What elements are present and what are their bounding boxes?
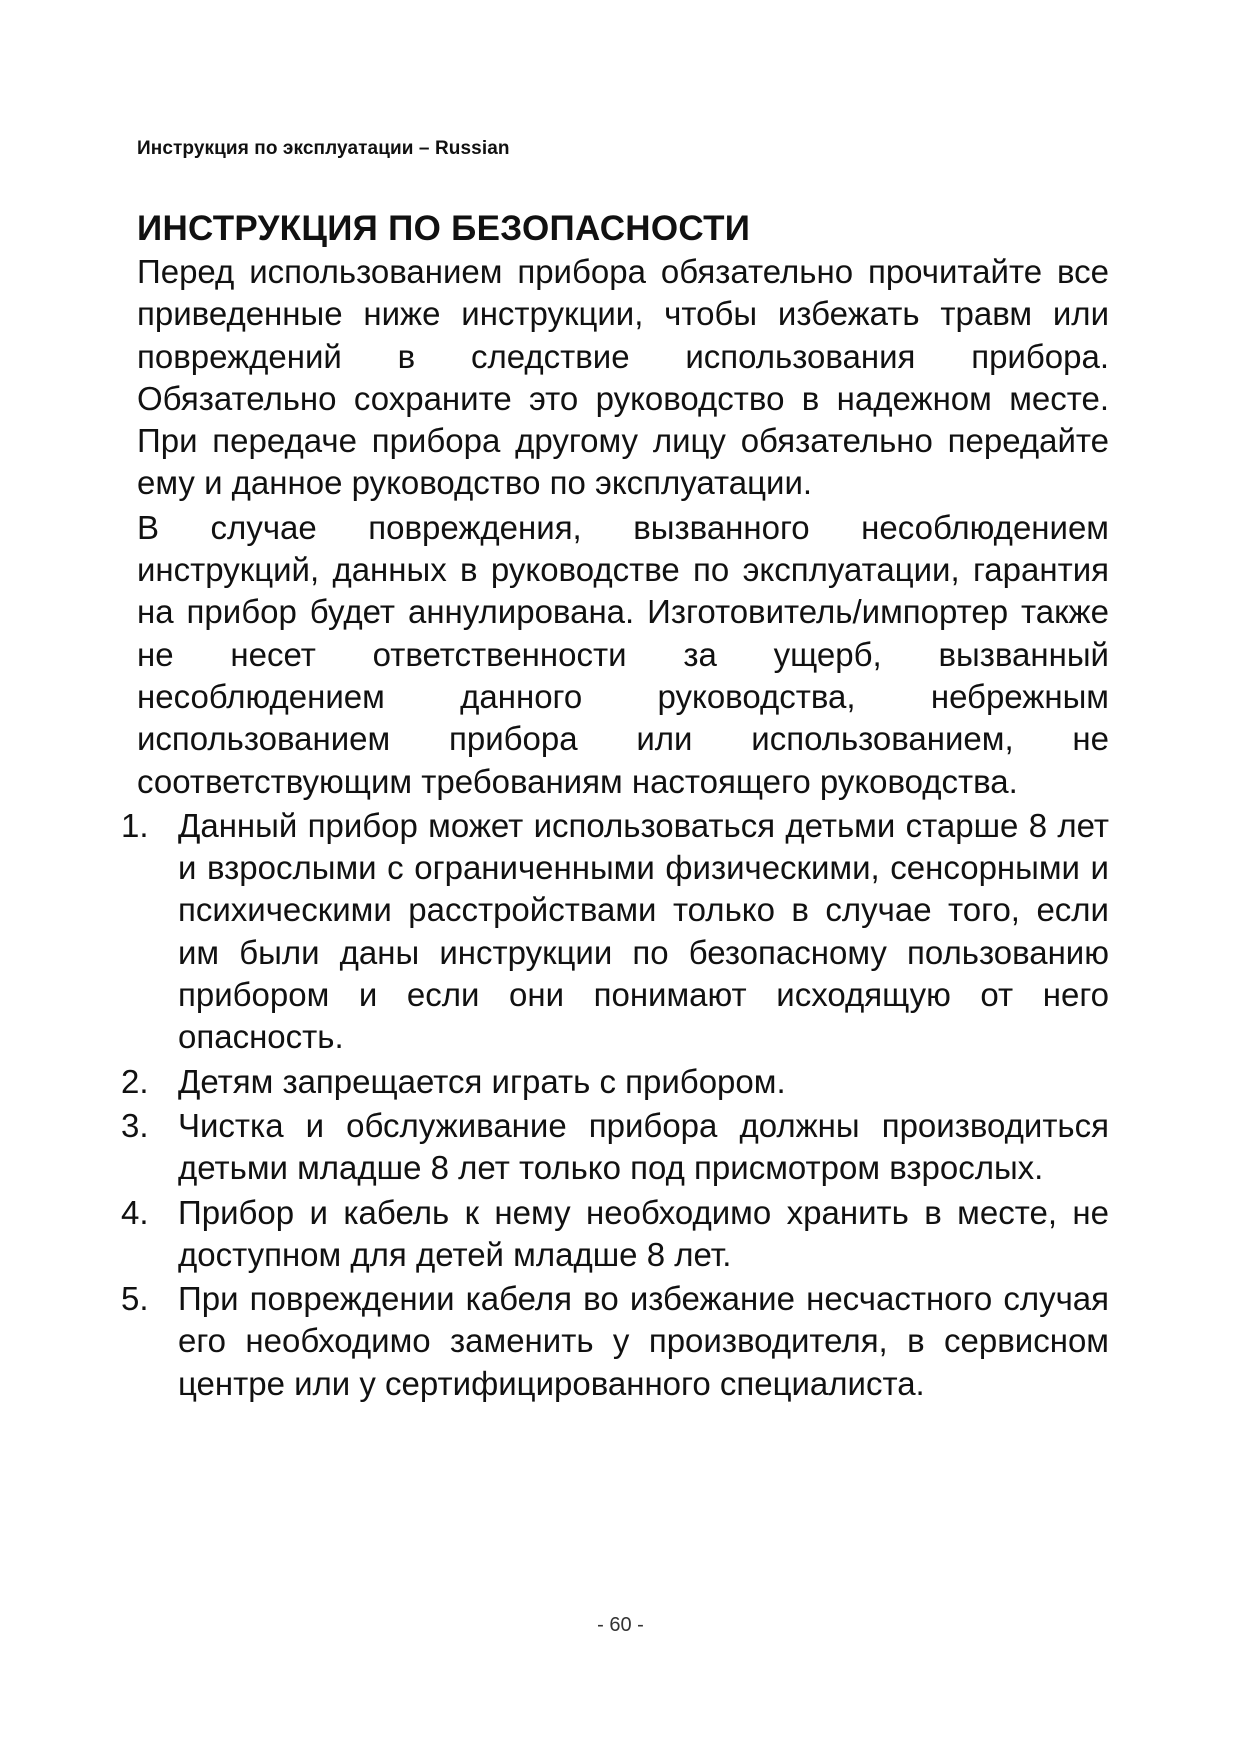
list-item-text: Детям запрещается играть с прибором. xyxy=(178,1062,786,1100)
list-item-text: При повреждении кабеля во избежание несчастного случая его необходимо заменить у производителя, в сервисном центре или у сертифицированного специалиста. xyxy=(178,1280,1109,1402)
list-item xyxy=(121,805,1109,1059)
list-item xyxy=(121,1105,1109,1190)
list-item xyxy=(121,1061,1109,1103)
list-item-number: 2. xyxy=(121,1062,149,1100)
warranty-paragraph: В случае повреждения, вызванного несоблюдением инструкций, данных в руководстве по эксплуатации, гарантия на прибор будет аннулирована. Изготовитель/импортер также не несет ответственности за ущерб, вызванный несоблюдением данного руководства, небрежным использованием прибора или использованием, не соответствующим требованиям настоящего руководства. xyxy=(137,508,1109,800)
list-item-number: 4. xyxy=(121,1193,149,1231)
page-number: - 60 - xyxy=(597,1614,644,1636)
list-item-number: 1. xyxy=(121,806,149,844)
running-header: Инструкция по эксплуатации – Russian xyxy=(137,138,510,159)
intro-paragraph: Перед использованием прибора обязательно прочитайте все приведенные ниже инструкции, чтобы избежать травм или повреждений в следствие использования прибора. Обязательно сохраните это руководство в надежном месте. При передаче прибора другому лицу обязательно передайте ему и данное руководство по эксплуатации. xyxy=(137,253,1109,502)
list-item-number: 3. xyxy=(121,1106,149,1144)
list-item xyxy=(121,1192,1109,1277)
list-item-text: Данный прибор может использоваться детьми старше 8 лет и взрослыми с ограниченными физическими, сенсорными и психическими расстройствами только в случае того, если им были даны инструкции по безопасному пользованию прибором и если они понимают исходящую от него опасность. xyxy=(178,806,1109,1056)
section-title: ИНСТРУКЦИЯ ПО БЕЗОПАСНОСТИ xyxy=(137,209,751,248)
safety-rules-list xyxy=(121,805,1109,1405)
list-item xyxy=(121,1278,1109,1405)
list-item-number: 5. xyxy=(121,1280,149,1318)
list-item-text: Прибор и кабель к нему необходимо хранить в месте, не доступном для детей младше 8 лет. xyxy=(178,1193,1109,1273)
list-item-text: Чистка и обслуживание прибора должны производиться детьми младше 8 лет только под присмотром взрослых. xyxy=(178,1106,1109,1187)
safety-section xyxy=(121,207,1109,1407)
